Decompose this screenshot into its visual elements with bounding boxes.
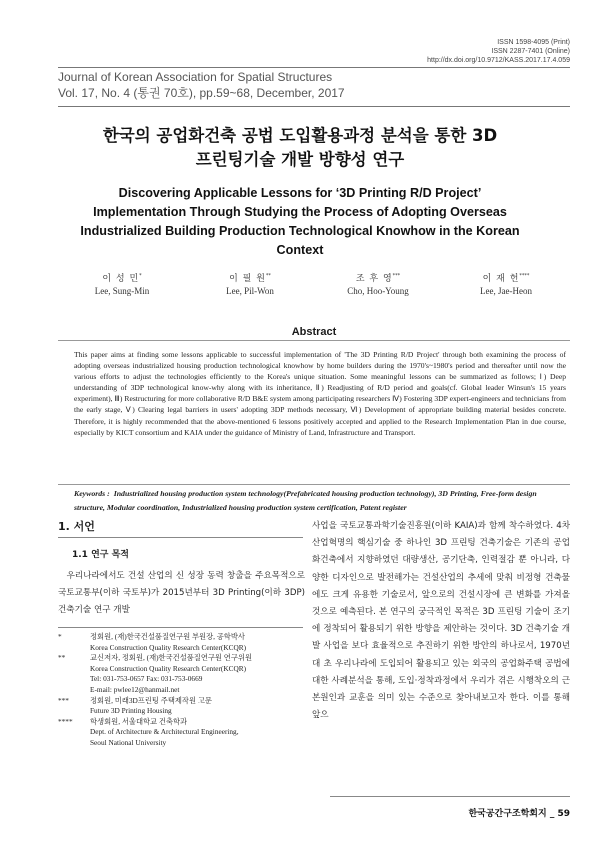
- footnote-line: Future 3D Printing Housing: [90, 706, 172, 716]
- abstract-heading: Abstract: [291, 326, 337, 338]
- doi-link[interactable]: http://dx.doi.org/10.9712/KASS.2017.17.4.059: [427, 57, 570, 64]
- footnote-2: [58, 653, 303, 695]
- footnote-rule: [58, 627, 303, 628]
- footnote-line: Dept. of Architecture & Architectural Engineering,: [90, 727, 239, 737]
- body-paragraph: 사업을 국토교통과학기술진흥원(이하 KAIA)과 함께 착수하였다. 4차 산업혁명의 핵심기술 중 하나인 3D 프린팅 건축기술은 기존의 공업화건축에서 지향하였던 대량생산, 공기단축, 인력절감 뿐 아니라, 다양한 디자인으로 발전해가는 건설산업의 추세에 맞춰 비정형 건축물에도 크게 유용한 기술로서, 앞으로의 건설시장에 큰 변화를 가져올 것으로 예측된다. 본 연구의 궁극적인 목적은 3D 프린팅 기술이 조기에 정착되어 활용되기 위한 방향을 제안하는 것이다. 3D 건축기술 개발 사업을 보다 효율적으로 추진하기 위한 방안의 하나로서, 1970년대 초 우리나라에 도입되어 활용되고 있는 외국의 공업화주택 공법에 대한 사례분석을 통해, 도입·정착과정에서 우리가 겪은 시행착오의 근본원인과 교훈을 의미 있는 수준으로 찾아내보고자 한다. 이를 통해 앞으: [312, 521, 570, 721]
- journal-volume: Vol. 17, No. 4 (통권 70호), pp.59~68, December, 2017: [58, 86, 345, 100]
- footnote-3: [58, 696, 303, 717]
- footnote-line: Korea Construction Quality Research Center(KCQR): [90, 642, 247, 652]
- issn-online: ISSN 2287-7401 (Online): [491, 48, 570, 55]
- korean-title: [40, 124, 560, 172]
- header-rule-top: [58, 67, 570, 68]
- keywords-text: Industrialized housing production system technology(Prefabricated housing production technology), 3D Printing, Free-form design structure, Modular coordination, Industrialized housing production system certification, Patent register: [74, 489, 537, 512]
- subsection-heading: 1.1 연구 목적: [72, 550, 129, 560]
- footnote-line: Korea Construction Quality Research Center(KCQR): [90, 663, 247, 673]
- keywords-label: Keywords :: [74, 489, 110, 498]
- author-mark: ****: [519, 273, 530, 279]
- english-title-line3: Industrialized Building Production Technological Knowhow in the Korean: [80, 224, 520, 238]
- footnote-line: Seoul National University: [90, 737, 167, 747]
- author-list: [58, 270, 570, 298]
- body-text-left: [58, 568, 305, 620]
- english-title-line2: Implementation Through Studying the Process of Adopting Overseas: [93, 205, 507, 219]
- footnotes: [58, 632, 303, 749]
- author-korean-name: 조 후 영: [355, 274, 393, 284]
- footnote-line: 학생회원, 서울대학교 건축학과: [90, 716, 188, 726]
- body-paragraph: 우리나라에서도 건설 산업의 신 성장 동력 창출을 주요목적으로 국토교통부(이하 국토부)가 2015년부터 3D Printing(이하 3DP) 건축기술 연구 개발: [58, 571, 305, 616]
- footnote-1: [58, 632, 303, 653]
- author-english-name: Lee, Jae-Heon: [480, 286, 532, 296]
- author-english-name: Cho, Hoo-Young: [347, 286, 409, 296]
- author-english-name: Lee, Pil-Won: [226, 286, 274, 296]
- author-mark: **: [265, 273, 271, 279]
- page-footer: 한국공간구조학회지 _ 59: [468, 809, 570, 819]
- issn-print: ISSN 1598-4095 (Print): [497, 39, 570, 46]
- keywords: [74, 487, 560, 515]
- english-title-line1: Discovering Applicable Lessons for ‘3D Printing R/D Project’: [118, 186, 482, 200]
- abstract-text: This paper aims at finding some lessons applicable to successful implementation of 'The 3D Printing R/D Project' through both examining the process of adopting overseas industrialized housing production technological knowhow by home builders during the 1970's~1980's period and thereafter until now the various efforts to adjust the technologies efficiently to the Korea's unique situation. Some meaningful lessons can be summarized as follows; Ⅰ) Deep understanding of 3DP technological know-why along with its inheritance, Ⅱ) Readjusting of R/D period and goals(cf. Global leader Winsun's 15 years experiment), Ⅲ) Restructuring for more collaborative R/D B&E system among participating researchers Ⅳ) Fostering 3DP expert-engineers and technicians from the early stage, Ⅴ) Clearing legal barriers in users' adopting 3DP methods necessary, Ⅵ) Development of appropriate building material besides concrete. Therefore, it is highly recommended that the above-mentioned 6 lessons positively accepted and applied to the Research Implementation Plan in due course, especially by KICT consortium and KAIA under the guidance of Ministry of Land, Infrastructure and Transport.: [74, 350, 566, 437]
- author-korean-name: 이 재 헌: [482, 274, 520, 284]
- author-4: [442, 270, 570, 298]
- author-1: [58, 270, 186, 298]
- footnote-email[interactable]: E-mail: pwlee12@hanmail.net: [90, 684, 180, 694]
- footnote-line: 교신저자, 정회원, (재)한국건설품질연구원 연구위원: [90, 653, 253, 663]
- section-heading: 1. 서언: [58, 520, 95, 533]
- footnote-mark: **: [58, 653, 66, 663]
- author-korean-name: 이 성 민: [102, 274, 140, 284]
- english-title-line4: Context: [276, 243, 324, 257]
- footnote-mark: ****: [58, 716, 73, 726]
- author-2: [186, 270, 314, 298]
- korean-title-line1: 한국의 공업화건축 공법 도입활용과정 분석을 통한 3D: [102, 126, 498, 145]
- abstract-rule-bottom: [58, 484, 570, 485]
- section-heading-rule: [58, 537, 303, 538]
- footnote-line: 정회원, 미래3D프린팅 주택제작원 고문: [90, 695, 212, 705]
- footnote-mark: *: [58, 632, 62, 641]
- footnote-4: [58, 717, 303, 749]
- author-korean-name: 이 필 원: [229, 274, 266, 284]
- body-text-right: [312, 518, 570, 724]
- footnote-mark: ***: [58, 695, 69, 705]
- journal-name: Journal of Korean Association for Spatial Structures: [58, 70, 333, 84]
- issn-block: [427, 38, 570, 65]
- footnote-line: Tel: 031-753-0657 Fax: 031-753-0669: [90, 674, 203, 684]
- author-3: [314, 270, 442, 298]
- header-rule-bottom: [58, 106, 570, 107]
- footnote-line: 정회원, (재)한국건설품질연구원 부원장, 공학박사: [90, 632, 245, 641]
- author-mark: ***: [392, 273, 401, 279]
- korean-title-line2: 프린팅기술 개발 방향성 연구: [195, 150, 405, 169]
- author-mark: *: [139, 273, 142, 279]
- author-english-name: Lee, Sung-Min: [94, 286, 150, 296]
- english-title: [60, 184, 540, 260]
- footer-rule: [330, 796, 570, 797]
- abstract-rule-top: [58, 340, 570, 341]
